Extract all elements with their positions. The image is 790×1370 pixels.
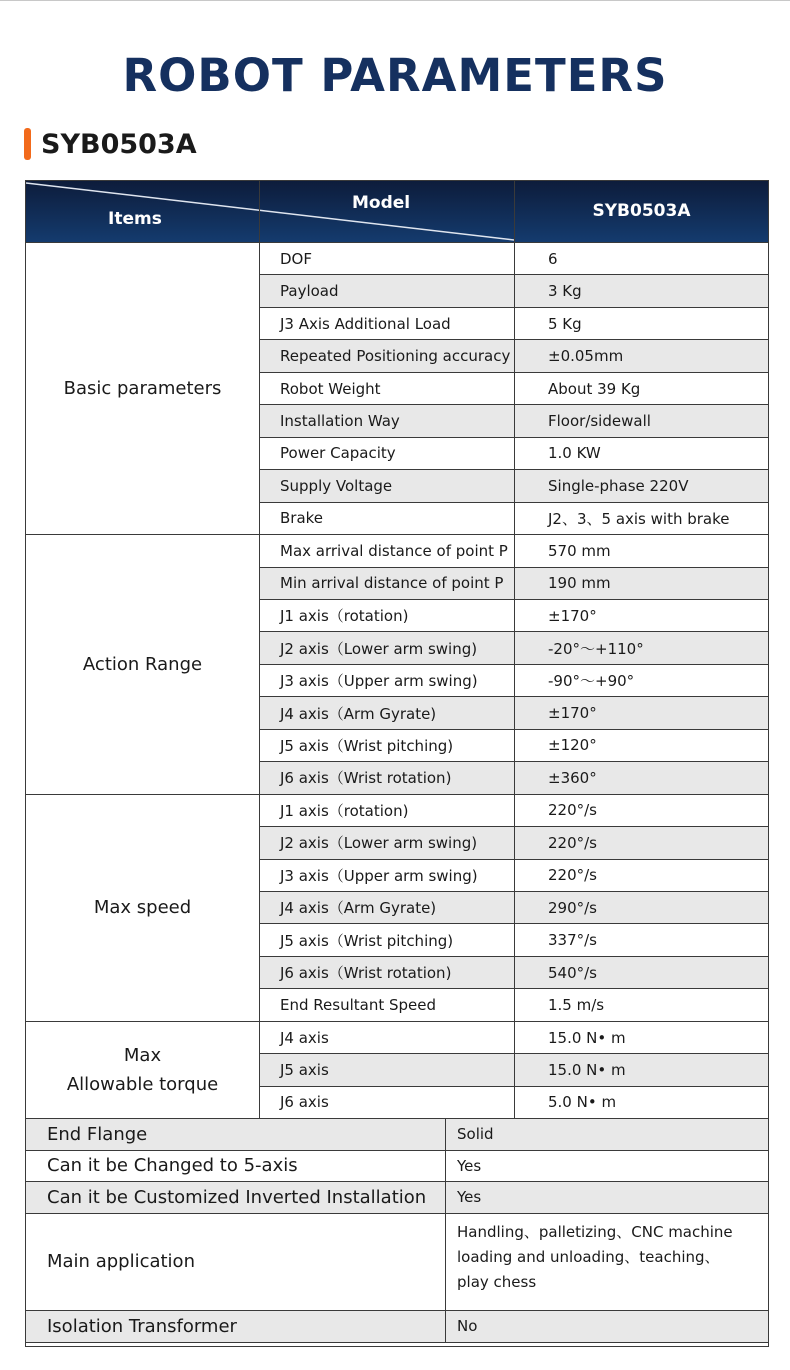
param-cell: DOF [260,243,514,274]
value-cell: ±0.05mm [515,340,768,371]
value-cell: 190 mm [515,568,768,599]
bottom-value-cell [446,1214,768,1310]
param-cell: J5 axis（Wrist pitching) [260,730,514,761]
bottom-label-cell: Can it be Changed to 5-axis [26,1151,445,1182]
param-cell: J4 axis（Arm Gyrate) [260,892,514,923]
value-lines [457,1220,733,1295]
column-divider [514,181,515,1119]
top-divider-line [0,0,790,1]
category-cell [26,1022,259,1118]
param-cell: J2 axis（Lower arm swing) [260,827,514,858]
value-cell: 15.0 N• m [515,1022,768,1053]
category-cell: Basic parameters [26,243,259,534]
value-cell: -90°～+90° [515,665,768,696]
param-cell: J6 axis [260,1087,514,1118]
param-cell: J3 axis（Upper arm swing) [260,665,514,696]
bottom-column-divider [445,1119,446,1343]
param-cell: J3 axis（Upper arm swing) [260,860,514,891]
value-cell: J2、3、5 axis with brake [515,503,768,534]
accent-bar [24,128,31,160]
header-diagonal-line [26,181,514,242]
value-cell: 540°/s [515,957,768,988]
param-cell: Max arrival distance of point P [260,535,514,566]
param-cell: Power Capacity [260,438,514,469]
value-cell: 290°/s [515,892,768,923]
param-cell: J6 axis（Wrist rotation) [260,957,514,988]
param-cell: Supply Voltage [260,470,514,501]
value-cell: 5.0 N• m [515,1087,768,1118]
category-cell: Max speed [26,795,259,1021]
param-cell: Payload [260,275,514,306]
value-cell: Floor/sidewall [515,405,768,436]
bottom-label-cell: Main application [26,1214,445,1310]
value-line: play chess [457,1272,537,1291]
header-model-column [515,181,768,242]
table-header-items-model [26,181,514,242]
param-cell: Min arrival distance of point P [260,568,514,599]
value-cell: 220°/s [515,795,768,826]
value-cell: ±120° [515,730,768,761]
category-label [67,1041,218,1099]
bottom-label-cell: Can it be Customized Inverted Installation [26,1182,445,1213]
value-cell: Single-phase 220V [515,470,768,501]
value-cell: 570 mm [515,535,768,566]
param-cell: J2 axis（Lower arm swing) [260,632,514,663]
bottom-label-cell: Isolation Transformer [26,1311,445,1342]
value-cell: 1.5 m/s [515,989,768,1020]
page-title: ROBOT PARAMETERS [122,49,668,102]
value-cell: ±170° [515,697,768,728]
value-cell: 1.0 KW [515,438,768,469]
param-cell: Repeated Positioning accuracy [260,340,514,371]
value-line: Handling、palletizing、CNC machine [457,1222,733,1241]
param-cell: End Resultant Speed [260,989,514,1020]
bottom-label-cell: End Flange [26,1119,445,1150]
header-bottom-line [26,242,768,243]
category-line: Allowable torque [66,1073,219,1095]
param-cell: Robot Weight [260,373,514,404]
value-cell: ±170° [515,600,768,631]
param-cell: J5 axis（Wrist pitching) [260,924,514,955]
param-cell: Brake [260,503,514,534]
value-line: loading and unloading、teaching、 [457,1247,720,1266]
model-heading-text: SYB0503A [41,128,197,160]
bottom-row-divider [26,1342,768,1343]
value-cell: ±360° [515,762,768,793]
column-divider [259,181,260,1119]
param-cell: J4 axis（Arm Gyrate) [260,697,514,728]
param-cell: J4 axis [260,1022,514,1053]
param-cell: J6 axis（Wrist rotation) [260,762,514,793]
bottom-value-cell: Yes [446,1151,768,1182]
bottom-value-cell: No [446,1311,768,1342]
value-cell: 3 Kg [515,275,768,306]
value-cell: 220°/s [515,827,768,858]
param-cell: J1 axis（rotation) [260,600,514,631]
value-cell: 6 [515,243,768,274]
param-cell: Installation Way [260,405,514,436]
value-cell: 337°/s [515,924,768,955]
header-items-label: Items [108,209,162,229]
category-line: Max [123,1044,162,1066]
header-model-label: Model [352,193,411,213]
value-cell: 15.0 N• m [515,1054,768,1085]
param-cell: J5 axis [260,1054,514,1085]
param-cell: J1 axis（rotation) [260,795,514,826]
bottom-value-cell: Solid [446,1119,768,1150]
bottom-value-cell: Yes [446,1182,768,1213]
value-cell: About 39 Kg [515,373,768,404]
model-heading [24,124,197,164]
value-cell: -20°～+110° [515,632,768,663]
category-cell: Action Range [26,535,259,794]
param-cell: J3 Axis Additional Load [260,308,514,339]
header-model-value: SYB0503A [592,201,691,221]
value-cell: 5 Kg [515,308,768,339]
value-cell: 220°/s [515,860,768,891]
